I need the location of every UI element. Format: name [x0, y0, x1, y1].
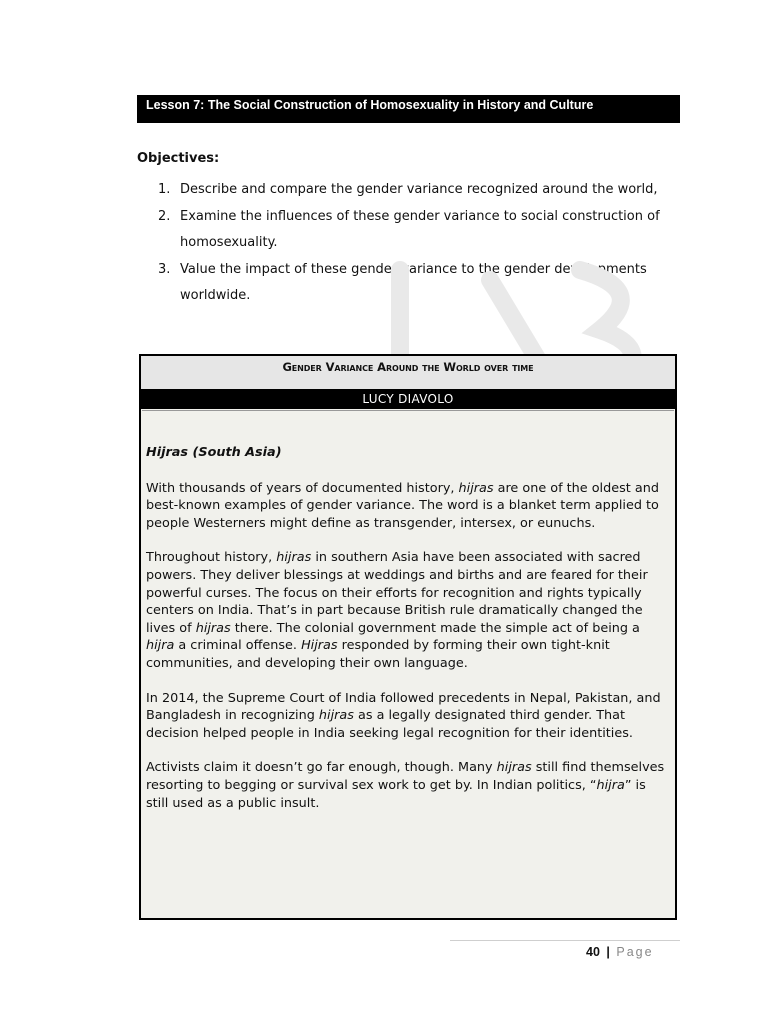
paragraph: Activists claim it doesn’t go far enough, though. Many hijras still find themselves resorting to begging or survival sex work to get by. In Indian politics, “hijra” is still used as a public insult.: [146, 760, 665, 811]
objective-item: [137, 257, 677, 310]
lesson-title: Lesson 7: The Social Construction of Homosexuality in History and Culture: [146, 98, 594, 112]
objective-number: 3.: [158, 261, 171, 277]
box-content: [142, 410, 674, 917]
section-title: Hijras (South Asia): [146, 445, 282, 460]
paragraph: Throughout history, hijras in southern Asia have been associated with sacred powers. They deliver blessings at weddings and births and are feared for their powerful curses. The focus on their efforts for recognition and rights typically centers on India. That’s in part because British rule dramatically changed the lives of hijras there. The colonial government made the simple act of being a hijra a criminal offense. Hijras responded by forming their own tight-knit communities, and developing their own language.: [146, 550, 648, 671]
page-label: Page: [616, 945, 654, 959]
objective-text: Describe and compare the gender variance recognized around the world,: [180, 182, 658, 197]
box-header: Gender Variance Around the World over time: [141, 356, 675, 390]
page-separator: |: [606, 945, 610, 959]
page-number-value: 40: [586, 945, 600, 959]
footer-divider: [450, 940, 680, 941]
gender-variance-box: [139, 354, 677, 920]
lesson-title-bar: [137, 95, 680, 123]
page-number: [586, 945, 654, 959]
objective-number: 1.: [158, 182, 171, 197]
objective-text: Examine the influences of these gender variance to social construction of homosexuality.: [180, 208, 660, 250]
paragraph: With thousands of years of documented history, hijras are one of the oldest and best-known examples of gender variance. The word is a blanket term applied to people Westerners might define as transgender, intersex, or eunuchs.: [146, 480, 659, 531]
objective-number: 2.: [158, 208, 171, 224]
objective-item: [137, 177, 677, 204]
objectives-heading: Objectives:: [137, 151, 220, 166]
objective-text: Value the impact of these gender variance to the gender developments worldwide.: [180, 261, 647, 303]
objective-item: [137, 204, 677, 257]
objectives-list: [137, 177, 677, 310]
box-author: LUCY DIAVOLO: [141, 390, 675, 409]
paragraph: In 2014, the Supreme Court of India followed precedents in Nepal, Pakistan, and Bangladesh in recognizing hijras as a legally designated third gender. That decision helped people in India seeking legal recognition for their identities.: [146, 690, 661, 741]
